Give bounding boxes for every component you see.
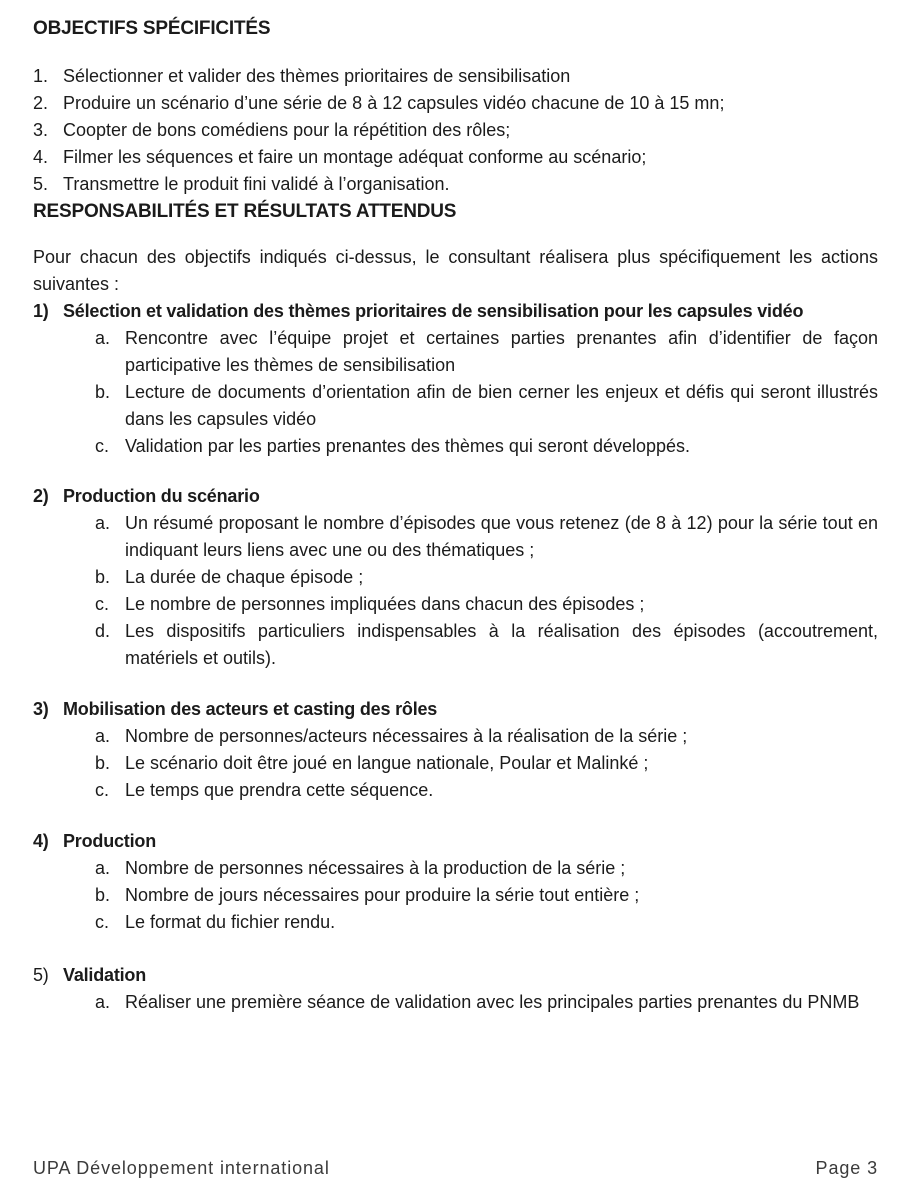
list-marker: b. — [95, 567, 111, 587]
list-item-text: Les dispositifs particuliers indispensables à la réalisation des épisodes (accoutrement, matériels et outils). — [125, 621, 878, 668]
list-marker: 4. — [33, 147, 49, 167]
list-marker: b. — [95, 382, 111, 402]
list-marker: 1. — [33, 66, 49, 86]
list-item — [33, 989, 878, 1016]
list-item — [33, 144, 878, 171]
list-item — [33, 882, 878, 909]
list-item — [33, 325, 878, 379]
list-item-text: Coopter de bons comédiens pour la répétition des rôles; — [63, 120, 511, 140]
list-item-text: Filmer les séquences et faire un montage adéquat conforme au scénario; — [63, 147, 647, 167]
list-marker: a. — [95, 992, 111, 1012]
list-item — [33, 750, 878, 777]
task-title: Mobilisation des acteurs et casting des rôles — [63, 699, 438, 719]
task-heading — [33, 483, 878, 510]
objectives-list — [33, 63, 878, 198]
list-item — [33, 723, 878, 750]
list-item-text: Le scénario doit être joué en langue nationale, Poular et Malinké ; — [125, 753, 649, 773]
list-marker: c. — [95, 912, 110, 932]
task-section-5 — [33, 962, 878, 1016]
list-item-text: Nombre de personnes/acteurs nécessaires à la réalisation de la série ; — [125, 726, 688, 746]
list-item-text: Rencontre avec l’équipe projet et certaines parties prenantes afin d’identifier de façon participative les thèmes de sensibilisation — [125, 328, 878, 375]
list-item — [33, 90, 878, 117]
list-item — [33, 909, 878, 936]
list-marker: 5. — [33, 174, 49, 194]
list-marker: a. — [95, 726, 111, 746]
list-marker: a. — [95, 513, 111, 533]
task-section-2 — [33, 483, 878, 672]
list-marker: 2. — [33, 93, 49, 113]
list-item-text: Le temps que prendra cette séquence. — [125, 780, 434, 800]
list-marker: c. — [95, 594, 110, 614]
list-item — [33, 855, 878, 882]
list-item-text: Un résumé proposant le nombre d’épisodes que vous retenez (de 8 à 12) pour la série tout en indiquant leurs liens avec une ou des thématiques ; — [125, 513, 878, 560]
task-title: Production — [63, 831, 156, 851]
list-item — [33, 433, 878, 460]
footer-page-number: Page 3 — [815, 1158, 878, 1178]
list-item-text: Réaliser une première séance de validation avec les principales parties prenantes du PNMB — [125, 992, 860, 1012]
list-item — [33, 591, 878, 618]
section-heading-objectives: OBJECTIFS SPÉCIFICITÉS — [33, 18, 271, 39]
task-title: Sélection et validation des thèmes prioritaires de sensibilisation pour les capsules vidéo — [63, 301, 804, 321]
task-section-3 — [33, 696, 878, 804]
task-heading — [33, 298, 878, 325]
intro-paragraph: Pour chacun des objectifs indiqués ci-dessus, le consultant réalisera plus spécifiquement les actions suivantes : — [33, 247, 878, 294]
list-item — [33, 510, 878, 564]
list-marker: c. — [95, 436, 110, 456]
list-marker: d. — [95, 621, 111, 641]
list-item-text: Nombre de jours nécessaires pour produire la série tout entière ; — [125, 885, 640, 905]
task-number: 5) — [33, 965, 49, 985]
list-item — [33, 117, 878, 144]
list-item-text: Lecture de documents d’orientation afin de bien cerner les enjeux et défis qui seront illustrés dans les capsules vidéo — [125, 382, 878, 429]
task-heading — [33, 828, 878, 855]
list-marker: b. — [95, 753, 111, 773]
task-number: 3) — [33, 699, 49, 719]
list-item-text: Validation par les parties prenantes des thèmes qui seront développés. — [125, 436, 691, 456]
task-section-4 — [33, 828, 878, 936]
list-item-text: Sélectionner et valider des thèmes prioritaires de sensibilisation — [63, 66, 571, 86]
task-title: Production du scénario — [63, 486, 260, 506]
list-marker: a. — [95, 328, 111, 348]
list-item-text: Transmettre le produit fini validé à l’organisation. — [63, 174, 450, 194]
list-item-text: Le nombre de personnes impliquées dans chacun des épisodes ; — [125, 594, 645, 614]
task-title: Validation — [63, 965, 147, 985]
list-item-text: Le format du fichier rendu. — [125, 912, 336, 932]
document-content — [33, 15, 878, 1016]
task-number: 1) — [33, 301, 49, 321]
list-marker: a. — [95, 858, 111, 878]
task-section-1 — [33, 298, 878, 460]
task-number: 4) — [33, 831, 49, 851]
list-item-text: La durée de chaque épisode ; — [125, 567, 364, 587]
task-number: 2) — [33, 486, 49, 506]
footer-organization: UPA Développement international — [33, 1158, 330, 1178]
task-heading — [33, 962, 878, 989]
list-item-text: Produire un scénario d’une série de 8 à 12 capsules vidéo chacune de 10 à 15 mn; — [63, 93, 725, 113]
list-marker: b. — [95, 885, 111, 905]
list-item — [33, 618, 878, 672]
list-item — [33, 564, 878, 591]
list-item-text: Nombre de personnes nécessaires à la production de la série ; — [125, 858, 626, 878]
list-item — [33, 379, 878, 433]
list-marker: c. — [95, 780, 110, 800]
task-heading — [33, 696, 878, 723]
list-item — [33, 171, 878, 198]
page-footer — [33, 1155, 878, 1182]
list-item — [33, 63, 878, 90]
list-marker: 3. — [33, 120, 49, 140]
section-heading-responsibilities: RESPONSABILITÉS ET RÉSULTATS ATTENDUS — [33, 201, 457, 222]
list-item — [33, 777, 878, 804]
